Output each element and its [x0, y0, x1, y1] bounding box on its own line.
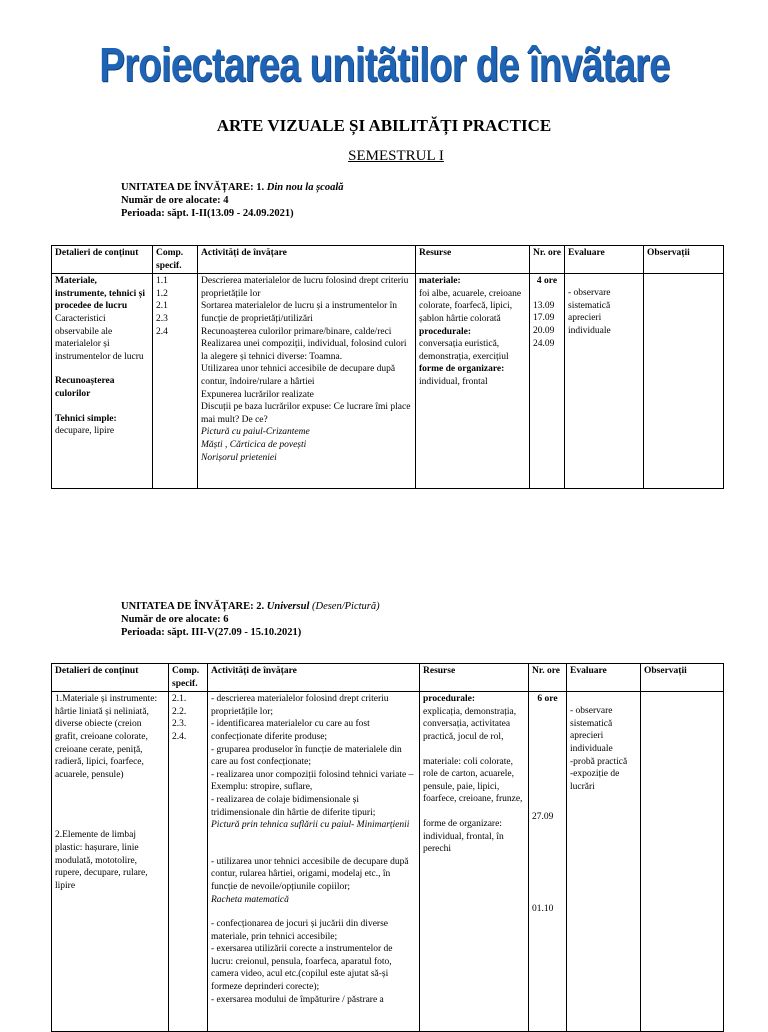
header-activities: Activități de învățare: [208, 664, 420, 692]
cell-resources: [416, 274, 530, 489]
spacer: [211, 844, 416, 856]
header-comp: Comp. specif.: [153, 246, 198, 274]
cell-line: Pictură prin tehnica suflării cu paiul- Minimarțienii: [211, 820, 410, 831]
semester-title: [0, 148, 768, 165]
unit1-title-line: [121, 181, 344, 194]
cell-line: 2.2.: [172, 706, 187, 717]
cell-line: explicația, demonstrația, conversația, activitatea practică, jocul de rol,: [423, 706, 517, 742]
cell-line: Recunoașterea culorilor primare/binare, calde/reci: [201, 326, 392, 337]
cell-line: Racheta matematică: [211, 894, 289, 905]
header-content: Detalieri de conținut: [52, 664, 169, 692]
cell-line: 20.09: [533, 325, 555, 336]
header-comp: Comp. specif.: [169, 664, 208, 692]
unit1-hours: Număr de ore alocate: 4: [121, 195, 229, 206]
header-activities: Activități de învățare: [198, 246, 416, 274]
cell-line: procedurale:: [423, 694, 476, 705]
cell-line: decupare, lipire: [55, 426, 115, 437]
cell-evaluation: [565, 274, 644, 489]
header-hours: Nr. ore: [529, 664, 567, 692]
cell-line: - realizarea unor compoziții folosind tehnici variate – Exemplu: stropire, suflare,: [211, 769, 414, 793]
cell-line: 17.09: [533, 313, 555, 324]
cell-line: individual, frontal: [419, 376, 488, 387]
cell-line: 27.09: [532, 811, 554, 822]
cell-line: 2.4.: [172, 731, 187, 742]
cell-line: materiale: coli colorate, role de carton, acuarele, pensule, paie, lipici, foarfece, creioane, frunze,: [423, 756, 523, 805]
cell-line: 2.Elemente de limbaj plastic: hașurare, linie modulată, mototolire, rupere, decupare, rulare, lipire: [55, 830, 148, 891]
cell-line: Măști , Cărticica de povești: [201, 439, 307, 450]
unit2-meta: [121, 600, 380, 639]
cell-line: foi albe, acuarele, creioane colorate, foarfecă, lipici, șablon hârtie colorată: [419, 288, 522, 324]
cell-line: -probă practică: [570, 756, 628, 767]
cell-line: 01.10: [532, 904, 554, 915]
header-resources: Resurse: [416, 246, 530, 274]
cell-line: Utilizarea unor tehnici accesibile de decupare după contur, îndoire/rulare a hârtiei: [201, 364, 396, 387]
cell-line: Pictură cu paiul-Crizanteme: [201, 427, 310, 438]
cell-line: - realizarea de colaje bidimensionale și tridimensionale din hârtie de diferite tipuri;: [211, 794, 376, 818]
cell-line: - exersarea utilizării corecte a instrumentelor de lucru: creionul, pensula, foarfeca, aparatul foto, camera video, acul etc.(copilul este ajutat să-și formeze deprinderi corecte);: [211, 944, 393, 993]
cell-line: Discuții pe baza lucrărilor expuse: Ce lucrare îmi place mai mult? De ce?: [201, 402, 411, 425]
cell-line: aprecieri individuale: [568, 313, 611, 336]
cell-line: - gruparea produselor în funcție de materialele din care au fost confecționate;: [211, 744, 402, 768]
header-evaluation: Evaluare: [565, 246, 644, 274]
date-list: [533, 300, 561, 350]
cell-line: 2.1.: [172, 694, 187, 705]
spacer: [55, 817, 165, 829]
cell-hours: [530, 274, 565, 489]
page-banner: [0, 38, 768, 93]
cell-hours: [529, 692, 567, 1032]
cell-notes: [644, 274, 724, 489]
unit2-period: Perioada: săpt. III-V(27.09 - 15.10.2021): [121, 627, 302, 638]
cell-line: 2.1: [156, 301, 168, 312]
unit1-table: [51, 245, 724, 489]
spacer: [55, 793, 165, 805]
cell-line: Expunerea lucrărilor realizate: [201, 389, 314, 400]
cell-line: 2.3.: [172, 719, 187, 730]
hours-total: 6 ore: [537, 694, 558, 705]
spacer: [55, 363, 149, 375]
cell-line: 1.1: [156, 276, 168, 287]
unit2-note: (Desen/Pictură): [311, 601, 380, 612]
unit1-label: UNITATEA DE ÎNVĂȚARE: 1.: [121, 182, 265, 193]
cell-line: Recunoașterea culorilor: [55, 376, 115, 399]
unit1-period: Perioada: săpt. I-II(13.09 - 24.09.2021): [121, 208, 294, 219]
cell-content: [52, 274, 153, 489]
date-list: [532, 811, 563, 916]
cell-line: 2.4: [156, 326, 168, 337]
cell-line: - exersarea modului de împăturire / păstrare a: [211, 994, 384, 1005]
header-evaluation: Evaluare: [567, 664, 641, 692]
cell-line: aprecieri individuale: [570, 731, 613, 754]
unit2-label: UNITATEA DE ÎNVĂȚARE: 2.: [121, 601, 265, 612]
header-notes: Observații: [641, 664, 724, 692]
table-header-row: [52, 664, 724, 692]
cell-line: Realizarea unei compoziții, individual, folosind culori la alegere și tehnici diverse: Toamna.: [201, 339, 407, 362]
cell-line: 1.Materiale și instrumente: hârtie liniată și neliniată, diverse obiecte (creion grafit, creioane colorate, creioane cerate, peniță, radieră, lipici, foarfece, acuarele, pensule): [55, 694, 158, 780]
spacer: [211, 906, 416, 918]
header-hours: Nr. ore: [530, 246, 565, 274]
cell-line: materiale:: [419, 276, 461, 287]
header-notes: Observații: [644, 246, 724, 274]
cell-resources: [420, 692, 529, 1032]
cell-line: forme de organizare: individual, frontal, în perechi: [423, 818, 504, 855]
banner-title: Proiectarea unitãtilor de învãtare: [98, 39, 670, 92]
unit2-title-line: [121, 600, 380, 613]
cell-line: forme de organizare:: [419, 364, 505, 375]
cell-line: 24.09: [533, 338, 555, 349]
table-row: [52, 692, 724, 1032]
cell-line: 2.3: [156, 313, 168, 324]
table-row: [52, 274, 724, 489]
cell-line: Norișorul prieteniei: [201, 452, 277, 463]
cell-line: - descrierea materialelor folosind drept criteriu proprietățile lor;: [211, 694, 389, 717]
cell-comp: [169, 692, 208, 1032]
spacer: [55, 781, 165, 793]
cell-line: - confecționarea de jocuri și jucării din diverse materiale, prin tehnici accesibile;: [211, 919, 388, 942]
cell-comp: [153, 274, 198, 489]
evaluation-list: [568, 287, 640, 337]
spacer: [423, 744, 525, 756]
unit1-name: Din nou la școală: [266, 182, 344, 193]
header-content: Detalieri de conținut: [52, 246, 153, 274]
cell-line: Tehnici simple:: [55, 413, 117, 424]
cell-activities: [198, 274, 416, 489]
cell-line: conversația euristică, demonstrația, exercițiul: [419, 339, 509, 362]
spacer: [423, 806, 525, 818]
cell-activities: [208, 692, 420, 1032]
hours-total: 4 ore: [536, 276, 558, 287]
cell-line: - identificarea materialelor cu care au fost confecționate diferite produse;: [211, 719, 370, 742]
unit2-table: [51, 663, 724, 1032]
evaluation-list: [570, 705, 637, 793]
spacer: [55, 401, 149, 413]
cell-notes: [641, 692, 724, 1032]
table-header-row: [52, 246, 724, 274]
cell-content: [52, 692, 169, 1032]
unit2-name: Universul: [266, 601, 310, 612]
semester-label: SEMESTRUL I: [348, 148, 444, 164]
cell-line: - observare sistematică: [570, 706, 613, 729]
spacer: [211, 832, 416, 844]
cell-line: - utilizarea unor tehnici accesibile de decupare după contur, rularea hârtiei, origami, modelaj etc., în funcție de nevoile/opțiunile copiilor;: [211, 856, 409, 892]
cell-line: -expoziție de lucrări: [570, 769, 620, 792]
cell-evaluation: [567, 692, 641, 1032]
cell-line: 13.09: [533, 300, 555, 311]
spacer: [55, 805, 165, 817]
cell-line: Sortarea materialelor de lucru și a instrumentelor în funcție de proprietăți/utilizări: [201, 301, 397, 324]
cell-line: Descrierea materialelor de lucru folosind drept criteriu proprietățile lor: [201, 276, 409, 299]
cell-line: Materiale, instrumente, tehnici și procedee de lucru: [55, 276, 145, 312]
cell-line: - observare sistematică: [568, 288, 611, 311]
cell-line: procedurale:: [419, 326, 472, 337]
cell-line: 1.2: [156, 288, 168, 299]
unit1-meta: [121, 181, 344, 220]
header-resources: Resurse: [420, 664, 529, 692]
subject-title: ARTE VIZUALE ȘI ABILITĂȚI PRACTICE: [216, 116, 552, 135]
cell-line: Caracteristici observabile ale materialelor și instrumentelor de lucru: [55, 313, 144, 362]
unit2-hours: Număr de ore alocate: 6: [121, 614, 229, 625]
